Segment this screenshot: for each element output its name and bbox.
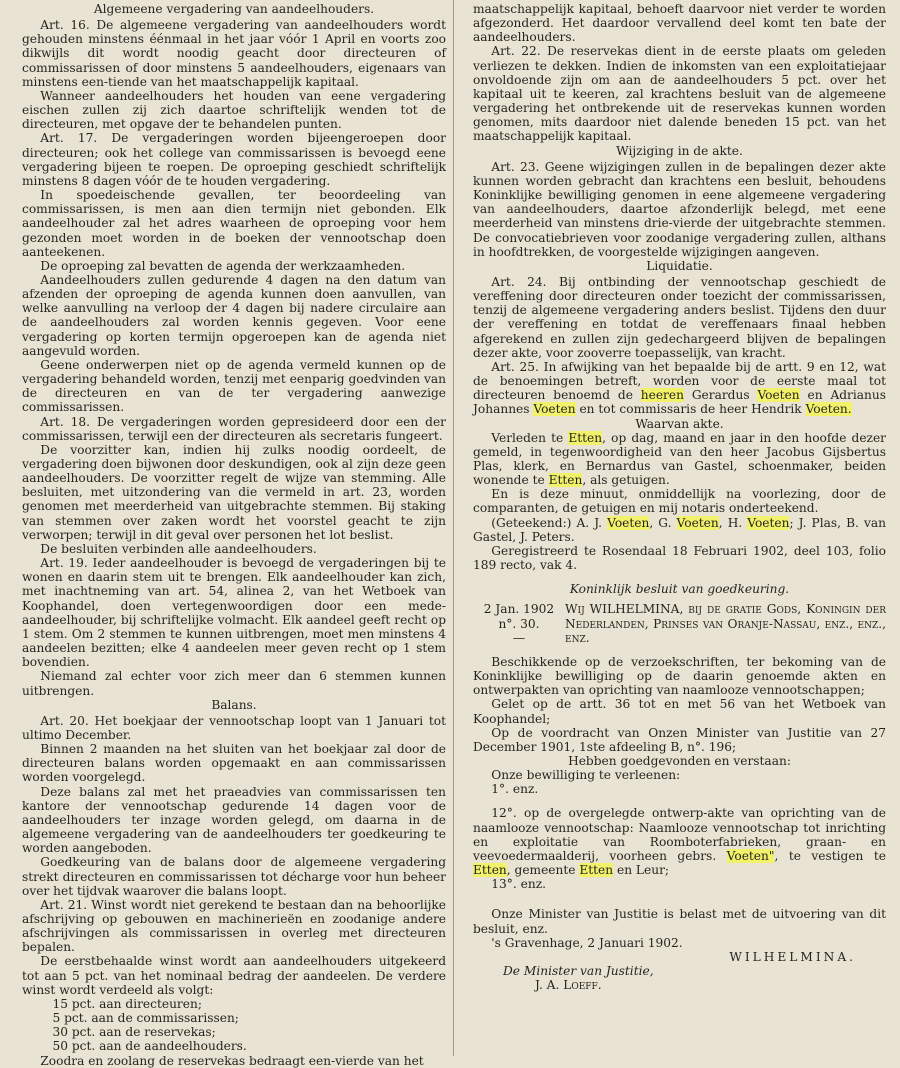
- section-heading-algemeene-vergadering: Algemeene vergadering van aandeelhouders.: [93, 2, 375, 16]
- highlight: heeren: [640, 388, 684, 403]
- paragraph: De eerstbehaalde winst wordt aan aandeelhouders uitgekeerd tot aan 5 pct. van het nominaal bedrag der aandeelen. De verdere winst wordt verdeeld als volgt:: [22, 954, 446, 997]
- decree-dash: —: [512, 630, 526, 645]
- paragraph: Art. 20. Het boekjaar der vennootschap loopt van 1 Januari tot ultimo December.: [22, 713, 446, 742]
- highlight: Voeten": [726, 848, 775, 863]
- royal-signature: WILHELMINA.: [729, 949, 856, 964]
- right-column: [457, 0, 900, 1056]
- highlight: Etten: [473, 863, 507, 878]
- hebben-goedgevonden: Hebben goedgevonden en verstaan:: [568, 753, 791, 768]
- decree-date: 2 Jan. 1902: [483, 602, 555, 617]
- text-run: Verleden te: [491, 430, 569, 445]
- distribution-list: [53, 997, 447, 1054]
- text-run: , als getuigen.: [582, 473, 670, 488]
- highlight: Voeten: [607, 515, 650, 530]
- paragraph-voordracht: Op de voordracht van Onzen Minister van Justitie van 27 December 1901, 1ste afdeeling B, n°. 196;: [473, 725, 886, 754]
- section-heading-wijziging: Wijziging in de akte.: [616, 143, 743, 158]
- text-run: Gerardus: [683, 388, 758, 403]
- spacer: [473, 796, 886, 806]
- paragraph: Deze balans zal met het praeadvies van commissarissen ten kantore der vennootschap gedurende 14 dagen voor de aandeelhouders ter inzage worden gelegd, om daarna in de algemeene vergadering van de aandeelhouders ter goedkeuring te worden aangeboden.: [22, 784, 446, 856]
- paragraph: Geene onderwerpen niet op de agenda vermeld kunnen op de vergadering behandeld worden, tenzij met eenparig goedvinden van de directeuren en van de ter vergadering aanwezige commissarissen.: [22, 357, 446, 415]
- section-heading-balans: Balans.: [211, 697, 257, 712]
- paragraph: Aandeelhouders zullen gedurende 4 dagen na den datum van afzenden der oproeping de agenda kunnen doen aanvullen, van welke aanvulling na verloop der 4 dagen bij nadere circulaire aan de aandeelhouders zal worden kennis gegeven. Voor eene vergadering op korten termijn opgeroepen kan de agenda niet aangevuld worden.: [22, 272, 446, 358]
- list-item: 15 pct. aan directeuren;: [52, 996, 202, 1011]
- spacer: [473, 891, 886, 907]
- paragraph: Binnen 2 maanden na het sluiten van het boekjaar zal door de directeuren balans worden opgemaakt en aan commissarissen worden voorgelegd.: [22, 742, 446, 785]
- paragraph-beschikkende: Beschikkende op de verzoekschriften, ter bekoming van de Koninklijke bewilliging op de daarin genoemde akten en ontwerpakten van oprichting van naamlooze vennootschappen;: [473, 654, 886, 698]
- text-run: en Adrianus Johannes: [473, 388, 886, 417]
- text-run: , G.: [649, 515, 677, 530]
- highlight: Voeten: [676, 515, 719, 530]
- decree-meta: [473, 602, 565, 644]
- text-run: 12°. op de overgelegde ontwerp-akte van oprichting van de naamlooze vennootschap: Naamlooze vennootschap tot inrichting en exploitatie van Roomboterfabrieken, graan- en veevoedermaalderij, voorheen gebrs.: [473, 806, 886, 863]
- paragraph: Art. 19. Ieder aandeelhouder is bevoegd de vergaderingen bij te wonen en daarin stem uit te brengen. Elk aandeelhouder kan zich, met inachtneming van art. 54, alinea 2, van het Wetboek van Koophandel, doen vertegenwoordigen door een mede-aandeelhouder, bij schriftelijke volmacht. Elk aandeel geeft recht op 1 stem. Om 2 stemmen te kunnen uitbrengen, moet men minstens 4 aandeelen bezitten; elke 4 aandeelen meer geven recht op 1 stem bovendien.: [22, 556, 446, 670]
- paragraph-verleden: [473, 431, 886, 488]
- column-divider: [453, 0, 454, 1056]
- paragraph-geteekend: [473, 516, 886, 544]
- text-run: (Geteekend:) A. J.: [491, 515, 608, 530]
- text-run: , op dag, maand en jaar in den hoofde dezer gemeld, in tegenwoordigheid van den heer Jacobus Gijsbertus Plas, klerk, en Bernardus van Gastel, schoenmaker, beiden wonende te: [473, 430, 886, 488]
- item-13: 13°. enz.: [491, 877, 547, 892]
- highlight: Etten: [579, 863, 614, 878]
- paragraph: De besluiten verbinden alle aandeelhouders.: [40, 541, 317, 556]
- text-run: , H.: [718, 515, 748, 530]
- paragraph: Art. 18. De vergaderingen worden gepresideerd door een der commissarissen, terwijl een der directeuren als secretaris fungeert.: [22, 414, 446, 443]
- highlight: Voeten: [757, 388, 800, 403]
- text-run: en tot commissaris de heer Hendrik: [575, 402, 806, 417]
- paragraph: Niemand zal echter voor zich meer dan 6 stemmen kunnen uitbrengen.: [22, 669, 446, 698]
- paragraph-art-25: [473, 360, 886, 417]
- paragraph-onze-bewilliging: Onze bewilliging te verleenen:: [491, 768, 681, 783]
- highlight: Etten: [548, 473, 583, 488]
- text-run: ; J. Plas, B. van Gastel, J. Peters.: [473, 515, 887, 544]
- paragraph: Art. 17. De vergaderingen worden bijeengeroepen door directeuren; ook het college van commissarissen is bevoegd eene vergadering bijeen te roepen. De oproeping geschiedt schriftelijk minstens 8 dagen vóór de te houden vergadering.: [22, 131, 446, 188]
- paragraph: De voorzitter kan, indien hij zulks noodig oordeelt, de vergadering doen bijwonen door deskundigen, ook al zijn deze geen aandeelhouders. De voorzitter regelt de wijze van stemming. Alle besluiten, met uitzondering van die vermeld in art. 23, worden genomen met meerderheid van uitgebrachte stemmen. Bij staking van stemmen over zaken wordt het voorstel geacht te zijn verworpen; terwijl in dit geval over personen het lot beslist.: [22, 442, 446, 542]
- waarvan-akte: Waarvan akte.: [635, 416, 724, 431]
- paragraph: maatschappelijk kapitaal, behoeft daarvoor niet verder te worden afgezonderd. Het daardoor vervallend deel komt ten bate der aandeelhouders.: [473, 2, 886, 45]
- decree-preamble: Wij WILHELMINA, bij de gratie Gods, Koningin der Nederlanden, Prinses van Oranje-Nassau, enz., enz., enz.: [565, 602, 886, 645]
- decree-header: [473, 602, 886, 644]
- text-run: Art. 25. In afwijking van het bepaalde bij de artt. 9 en 12, wat de benoemingen betreft, worden voor de eerste maal tot directeuren benoemd de: [473, 359, 886, 403]
- highlight: Voeten: [747, 515, 790, 530]
- paragraph: De oproeping zal bevatten de agenda der werkzaamheden.: [40, 258, 406, 273]
- highlight: Voeten: [533, 402, 576, 417]
- paragraph-art-23: Art. 23. Geene wijzigingen zullen in de bepalingen dezer akte kunnen worden gebracht dan krachtens een besluit, behoudens Koninklijke bewilliging genomen in eene algemeene vergadering van aandeelhouders, daartoe afzonderlijk belegd, met eene meerderheid van minstens drie-vierde der uitgebrachte stemmen. De convocatiebrieven voor zoodanige vergadering zullen, althans in hoofdtrekken, de voorgestelde wijzigingen aangeven.: [473, 159, 886, 259]
- place-date: 's Gravenhage, 2 Januari 1902.: [491, 935, 683, 950]
- section-heading-liquidatie: Liquidatie.: [646, 258, 713, 273]
- paragraph-geregistreerd: Geregistreerd te Rosendaal 18 Februari 1902, deel 103, folio 189 recto, vak 4.: [473, 543, 886, 573]
- paragraph-minister: Onze Minister van Justitie is belast met de uitvoering van dit besluit, enz.: [473, 907, 886, 936]
- decree-number: n°. 30.: [498, 616, 540, 631]
- paragraph-art-24: Art. 24. Bij ontbinding der vennootschap geschiedt de vereffening door directeuren onder toezicht der commissarissen, tenzij de algemeene vergadering anders beslist. Tijdens den duur der vereffening en totdat de vereffenaars finaal hebben afgerekend en zullen zijn gedechargeerd blijven de bepalingen dezer akte, voor zooverre toepasselijk, van kracht.: [473, 274, 886, 360]
- minister-name: J. A. Loeff.: [535, 978, 602, 993]
- paragraph-minuut: En is deze minuut, onmiddellijk na voorlezing, door de comparanten, de getuigen en mij notaris onderteekend.: [473, 487, 886, 516]
- list-item: 30 pct. aan de reservekas;: [52, 1025, 216, 1040]
- paragraph: Art. 21. Winst wordt niet gerekend te bestaan dan na behoorlijke afschrijving op gebouwen en machinerieën en zoodanige andere afschrijvingen als commissarissen in overleg met directeuren bepalen.: [22, 897, 446, 955]
- section-heading-koninklijk-besluit: Koninklijk besluit van goedkeuring.: [569, 582, 790, 597]
- paragraph: Goedkeuring van de balans door de algemeene vergadering strekt directeuren en commissarissen tot décharge voor hun beheer over het tijdvak waarover die balans loopt.: [22, 855, 446, 898]
- paragraph: Zoodra en zoolang de reservekas bedraagt een-vierde van het: [40, 1053, 424, 1068]
- highlight: Voeten.: [805, 402, 852, 417]
- list-item: 5 pct. aan de commissarissen;: [52, 1011, 239, 1026]
- text-run: , te vestigen te: [774, 848, 886, 863]
- text-run: en Leur;: [613, 863, 670, 878]
- paragraph: Art. 16. De algemeene vergadering van aandeelhouders wordt gehouden minstens éénmaal in het jaar vóór 1 April en voorts zoo dikwijls dit wordt noodig geacht door directeuren of commissarissen of door minstens 5 aandeelhouders, eigenaars van minstens een-tiende van het maatschappelijk kapitaal.: [22, 18, 446, 89]
- item-1: 1°. enz.: [491, 782, 539, 797]
- text-run: , gemeente: [506, 863, 580, 878]
- paragraph: In spoedeischende gevallen, ter beoordeeling van commissarissen, is men aan dien termijn niet gebonden. Elk aandeelhouder zal het adres waarheen de oproeping voor hem gezonden moet worden in de boeken der vennootschap doen aanteekenen.: [22, 188, 446, 259]
- paragraph-gelet: Gelet op de artt. 36 tot en met 56 van het Wetboek van Koophandel;: [473, 697, 886, 726]
- paragraph: Wanneer aandeelhouders het houden van eene vergadering eischen zullen zij zich daartoe schriftelijk wenden tot de directeuren, met opgave der te behandelen punten.: [22, 88, 446, 132]
- list-item: 50 pct. aan de aandeelhouders.: [52, 1039, 247, 1054]
- item-12: [473, 806, 886, 877]
- minister-title: De Minister van Justitie,: [503, 964, 654, 978]
- highlight: Etten: [568, 430, 603, 445]
- paragraph-art-22: Art. 22. De reservekas dient in de eerste plaats om geleden verliezen te dekken. Indien de inkomsten van een exploitatiejaar onvoldoende zijn om aan de aandeelhouders 5 pct. over het kapitaal uit te keeren, zal krachtens besluit van de algemeene vergadering het ontbrekende uit de reservekas kunnen worden genomen, mits daardoor niet dalende beneden 15 pct. van het maatschappelijk kapitaal.: [473, 44, 886, 144]
- spacer: [473, 572, 886, 582]
